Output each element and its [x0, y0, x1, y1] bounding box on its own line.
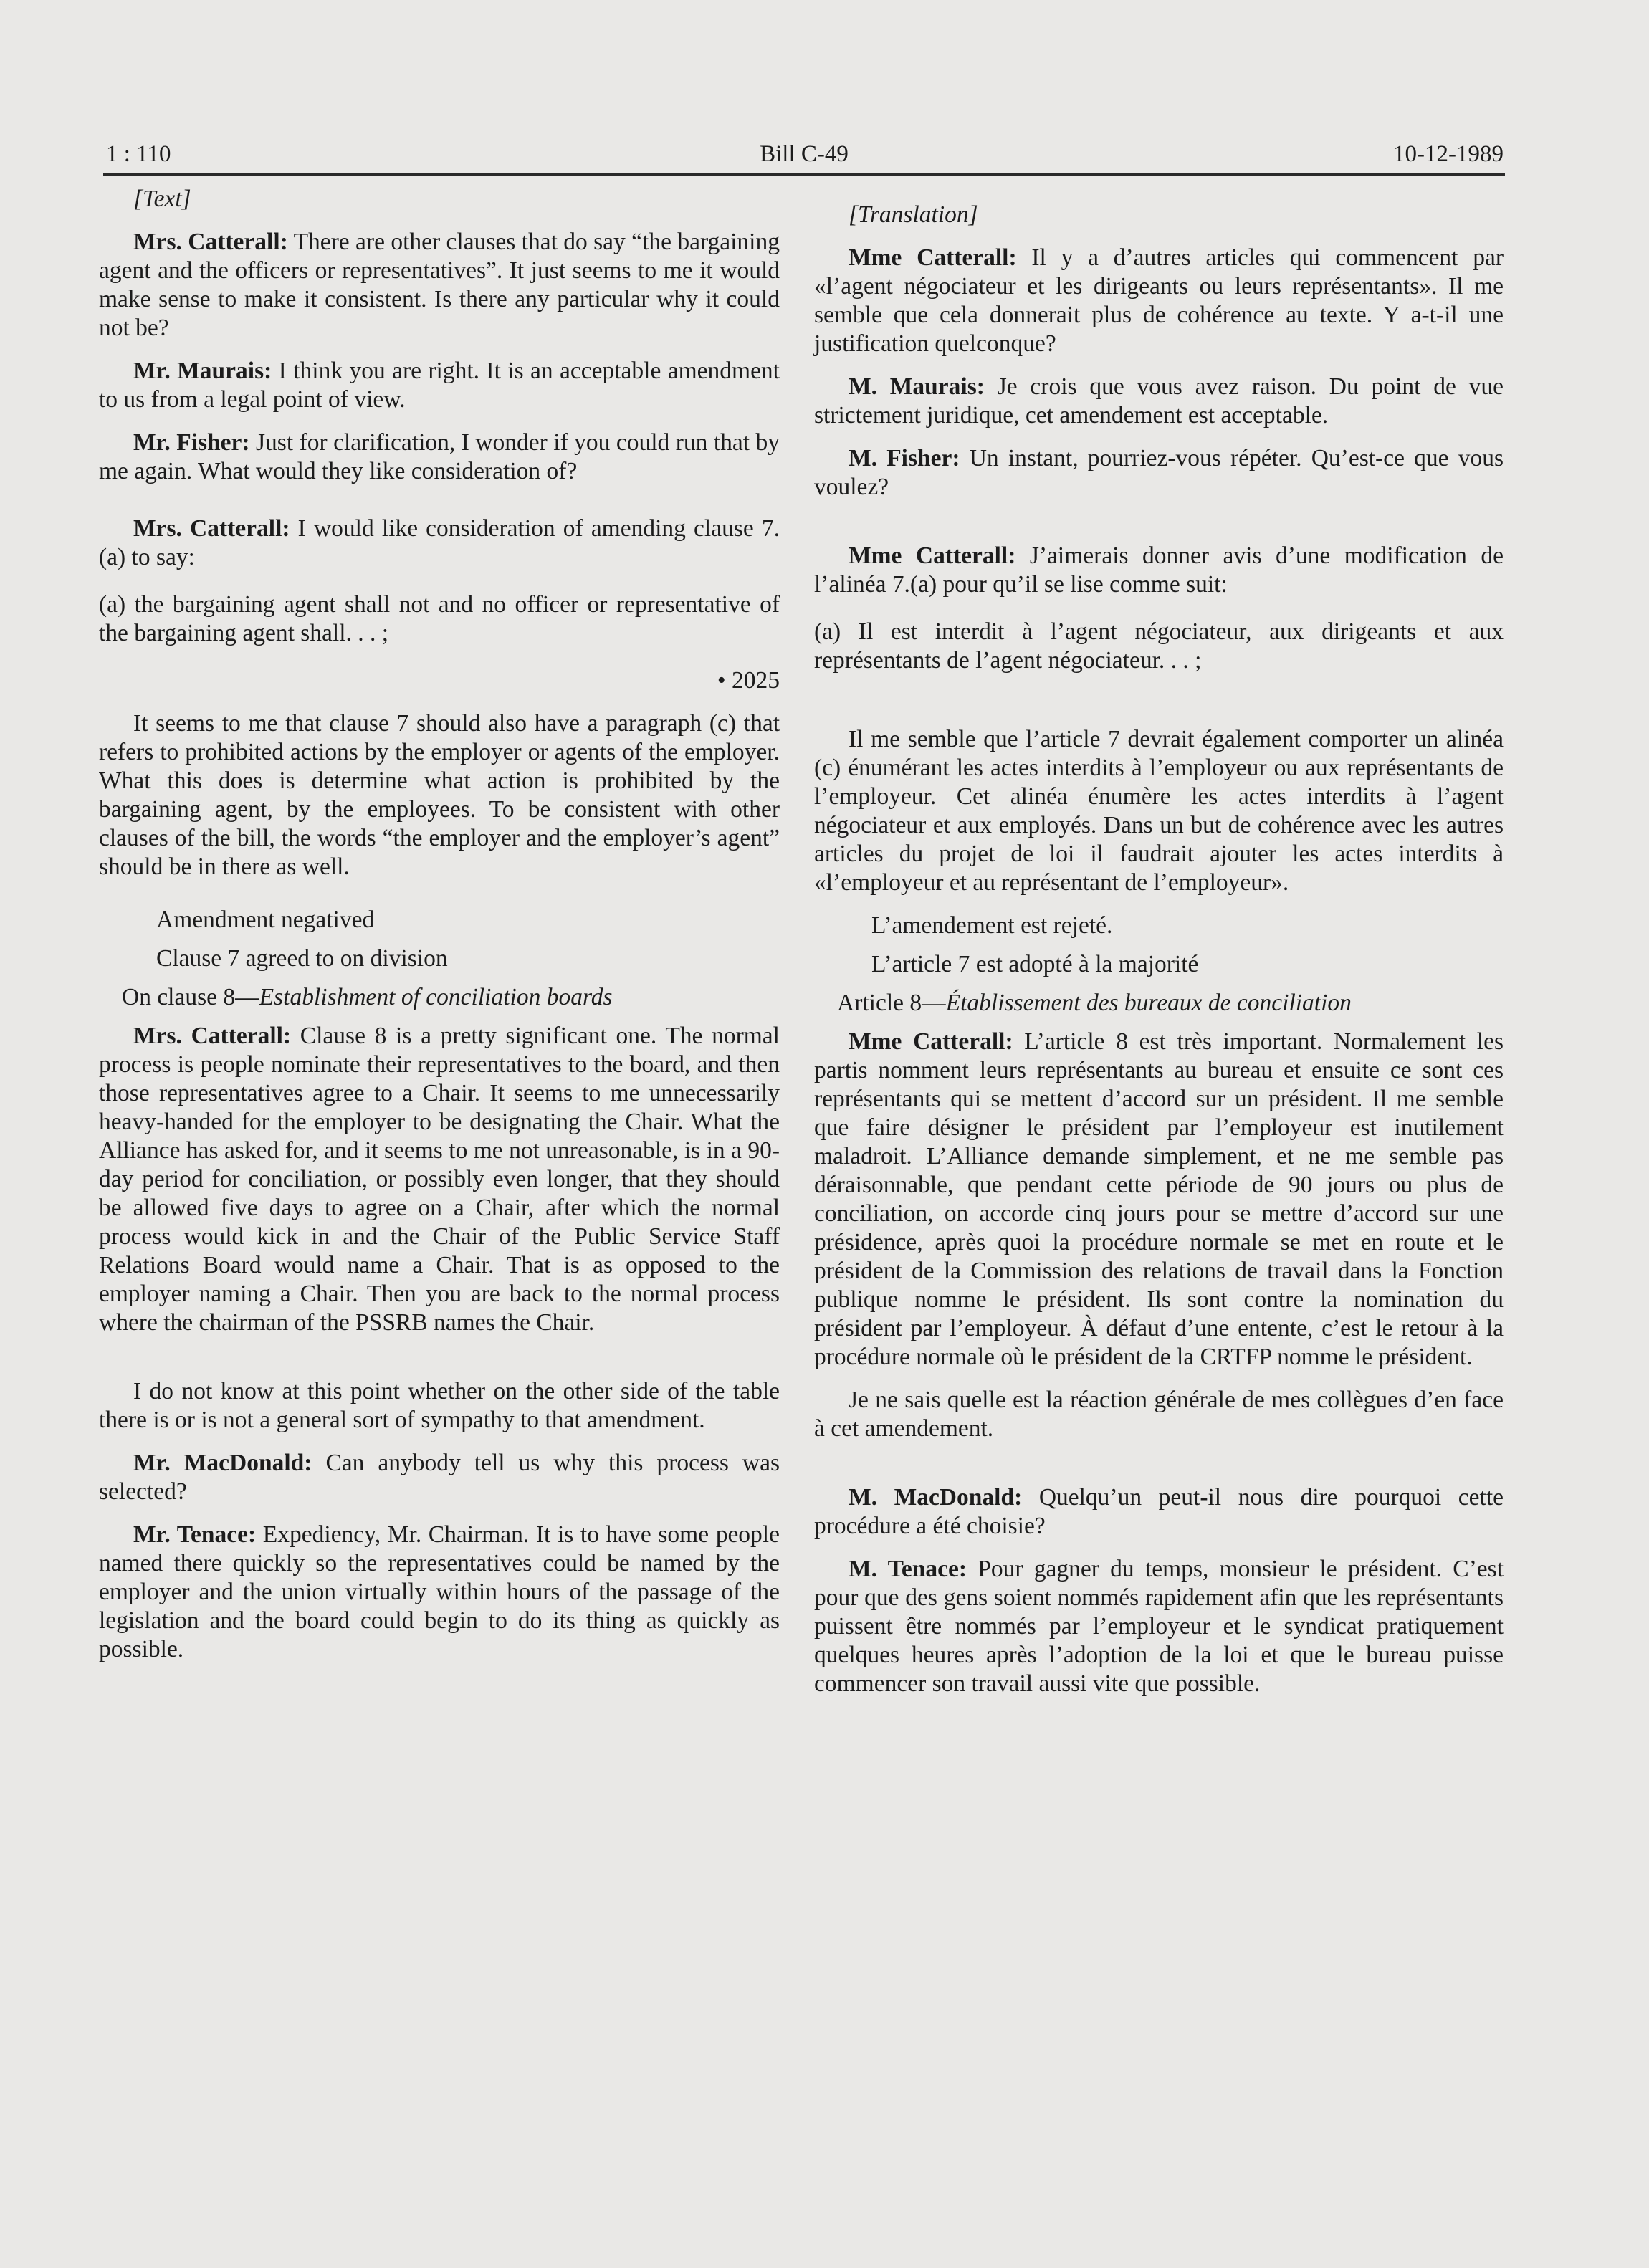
bill-title: Bill C-49 [760, 141, 849, 167]
paragraph [814, 244, 1504, 358]
speech-text: Quelqu’un peut-il nous dire pourquoi cette procédure a été choisie? [814, 1484, 1504, 1539]
quoted-amendment: (a) Il est interdit à l’agent négociateur, aux dirigeants et aux représentants de l’agent négociateur. . . ; [814, 618, 1504, 674]
paragraph: Je ne sais quelle est la réaction générale de mes collègues d’en face à cet amendement. [814, 1387, 1504, 1442]
clause-prefix: On clause 8— [122, 984, 259, 1010]
time-marker: • 2025 [717, 667, 780, 694]
speech-text: Clause 8 is a pretty significant one. The normal process is people nominate their representatives to the board, and then those representatives agree to a Chair. It seems to me unnecessarily heavy-handed for the employer to be designating the Chair. What the Alliance has asked for, and it seems to me not unreasonable, is in a 90-day period for conciliation, or possibly even longer, that they should be allowed five days to agree on a Chair, after which the normal process would kick in and the Chair of the Public Service Staff Relations Board would name a Chair. That is as opposed to the employer naming a Chair. Then you are back to the normal process where the chairman of the PSSRB names the Chair. [99, 1023, 780, 1336]
amendment-result: L’amendement est rejeté. [871, 912, 1113, 939]
speaker-name: M. Tenace: [849, 1556, 967, 1582]
speech-text: I would like consideration of amending clause 7.(a) to say: [99, 515, 780, 570]
paragraph [99, 357, 780, 414]
clause-heading [122, 983, 780, 1012]
speaker-name: Mr. Fisher: [133, 429, 250, 456]
speech-text: Pour gagner du temps, monsieur le président. C’est pour que des gens soient nommés rapidement afin que les représentants puissent être nommés par l’employeur et le syndicat pratiquement quelques heures après l’adoption de la loi et que le bureau puisse commencer son travail aussi vite que possible. [814, 1556, 1504, 1697]
paragraph [99, 228, 780, 343]
clause-title: Establishment of conciliation boards [259, 984, 613, 1010]
speaker-name: M. Maurais: [849, 373, 985, 400]
speech-text: L’article 8 est très important. Normalement les partis nomment leurs représentants au bureau et ensuite ce sont ces représentants qui se mettent d’accord sur un président. Il me semble que faire désigner le président par l’employeur est inutilement maladroit. L’Alliance demande simplement, et ne me semble pas déraisonnable, que pendant cette période de 90 jours ou plus de conciliation, on accorde cinq jours pour se mettre d’accord sur une présidence, après quoi la procédure normale se met en route et le président de la Commission des relations de travail dans la Fonction publique nomme le président. Ils sont contre la nomination du président par l’employeur. À défaut d’une entente, c’est le retour à la procédure normale où le président de la CRTFP nomme le président. [814, 1028, 1504, 1370]
clause-result: Clause 7 agreed to on division [156, 945, 448, 972]
paragraph [99, 1022, 780, 1337]
speaker-name: M. MacDonald: [849, 1484, 1023, 1511]
speech-text: I think you are right. It is an acceptable amendment to us from a legal point of view. [99, 358, 780, 413]
text-label: [Text] [133, 186, 191, 212]
amendment-result: Amendment negatived [156, 906, 375, 933]
speaker-name: Mrs. Catterall: [133, 229, 288, 255]
paragraph: Il me semble que l’article 7 devrait également comporter un alinéa (c) énumérant les actes interdits à l’employeur ou aux représentants de l’employeur. Cet alinéa énumère les actes interdits à l’agent négociateur et aux employés. Dans un but de cohérence avec les autres articles du projet de loi il faudrait ajouter les actes interdits à «l’employeur et au représentant de l’employeur». [814, 726, 1504, 896]
speech-text: Un instant, pourriez-vous répéter. Qu’est-ce que vous voulez? [814, 445, 1504, 500]
quoted-amendment: (a) the bargaining agent shall not and no officer or representative of the bargaining agent shall. . . ; [99, 591, 780, 646]
paragraph [814, 1028, 1504, 1372]
speaker-name: Mr. Tenace: [133, 1521, 257, 1548]
clause-prefix: Article 8— [837, 990, 946, 1016]
speech-text: Je crois que vous avez raison. Du point de vue strictement juridique, cet amendement est acceptable. [814, 373, 1504, 429]
clause-heading [837, 989, 1504, 1018]
paragraph: It seems to me that clause 7 should also have a paragraph (c) that refers to prohibited actions by the employer or agents of the employer. What this does is determine what action is prohibited by the bargaining agent, by the employees. To be consistent with other clauses of the bill, the words “the employer and the employer’s agent” should be in there as well. [99, 710, 780, 880]
paragraph [99, 1449, 780, 1506]
paragraph [814, 1483, 1504, 1541]
page-header [103, 128, 1505, 176]
paragraph [814, 1555, 1504, 1698]
speaker-name: Mrs. Catterall: [133, 515, 290, 542]
speaker-name: Mme Catterall: [849, 1028, 1013, 1055]
paragraph [99, 515, 780, 572]
paragraph: I do not know at this point whether on the other side of the table there is or is not a general sort of sympathy to that amendment. [99, 1378, 780, 1433]
speaker-name: Mr. MacDonald: [133, 1450, 312, 1476]
french-column [814, 201, 1504, 1713]
english-column [99, 185, 780, 1678]
clause-result: L’article 7 est adopté à la majorité [871, 951, 1199, 977]
paragraph [99, 429, 780, 486]
paragraph [814, 444, 1504, 502]
speech-text: Can anybody tell us why this process was selected? [99, 1450, 780, 1505]
speaker-name: Mr. Maurais: [133, 358, 272, 384]
page-date: 10-12-1989 [1393, 141, 1504, 167]
speaker-name: Mme Catterall: [849, 244, 1017, 271]
speaker-name: M. Fisher: [849, 445, 960, 472]
paragraph [814, 373, 1504, 430]
speaker-name: Mrs. Catterall: [133, 1023, 292, 1049]
speech-text: Expediency, Mr. Chairman. It is to have some people named there quickly so the representatives could be named by the employer and the union virtually within hours of the passage of the legislation and the board could begin to do its thing as quickly as possible. [99, 1521, 780, 1662]
speaker-name: Mme Catterall: [849, 542, 1016, 569]
paragraph [814, 542, 1504, 599]
speech-text: Il y a d’autres articles qui commencent par «l’agent négociateur et les dirigeants ou leurs représentants». Il me semble que cela donnerait plus de cohérence au texte. Y a-t-il une justification quelconque? [814, 244, 1504, 357]
speech-text: J’aimerais donner avis d’une modification de l’alinéa 7.(a) pour qu’il se lise comme suit: [814, 542, 1504, 598]
translation-label: [Translation] [849, 201, 978, 228]
paragraph [99, 1521, 780, 1664]
speech-text: There are other clauses that do say “the bargaining agent and the officers or representatives”. It just seems to me it would make sense to make it consistent. Is there any particular why it could not be? [99, 229, 780, 341]
clause-title: Établissement des bureaux de conciliation [945, 990, 1352, 1016]
speech-text: Just for clarification, I wonder if you could run that by me again. What would they like consideration of? [99, 429, 780, 484]
page-number: 1 : 110 [106, 141, 171, 167]
